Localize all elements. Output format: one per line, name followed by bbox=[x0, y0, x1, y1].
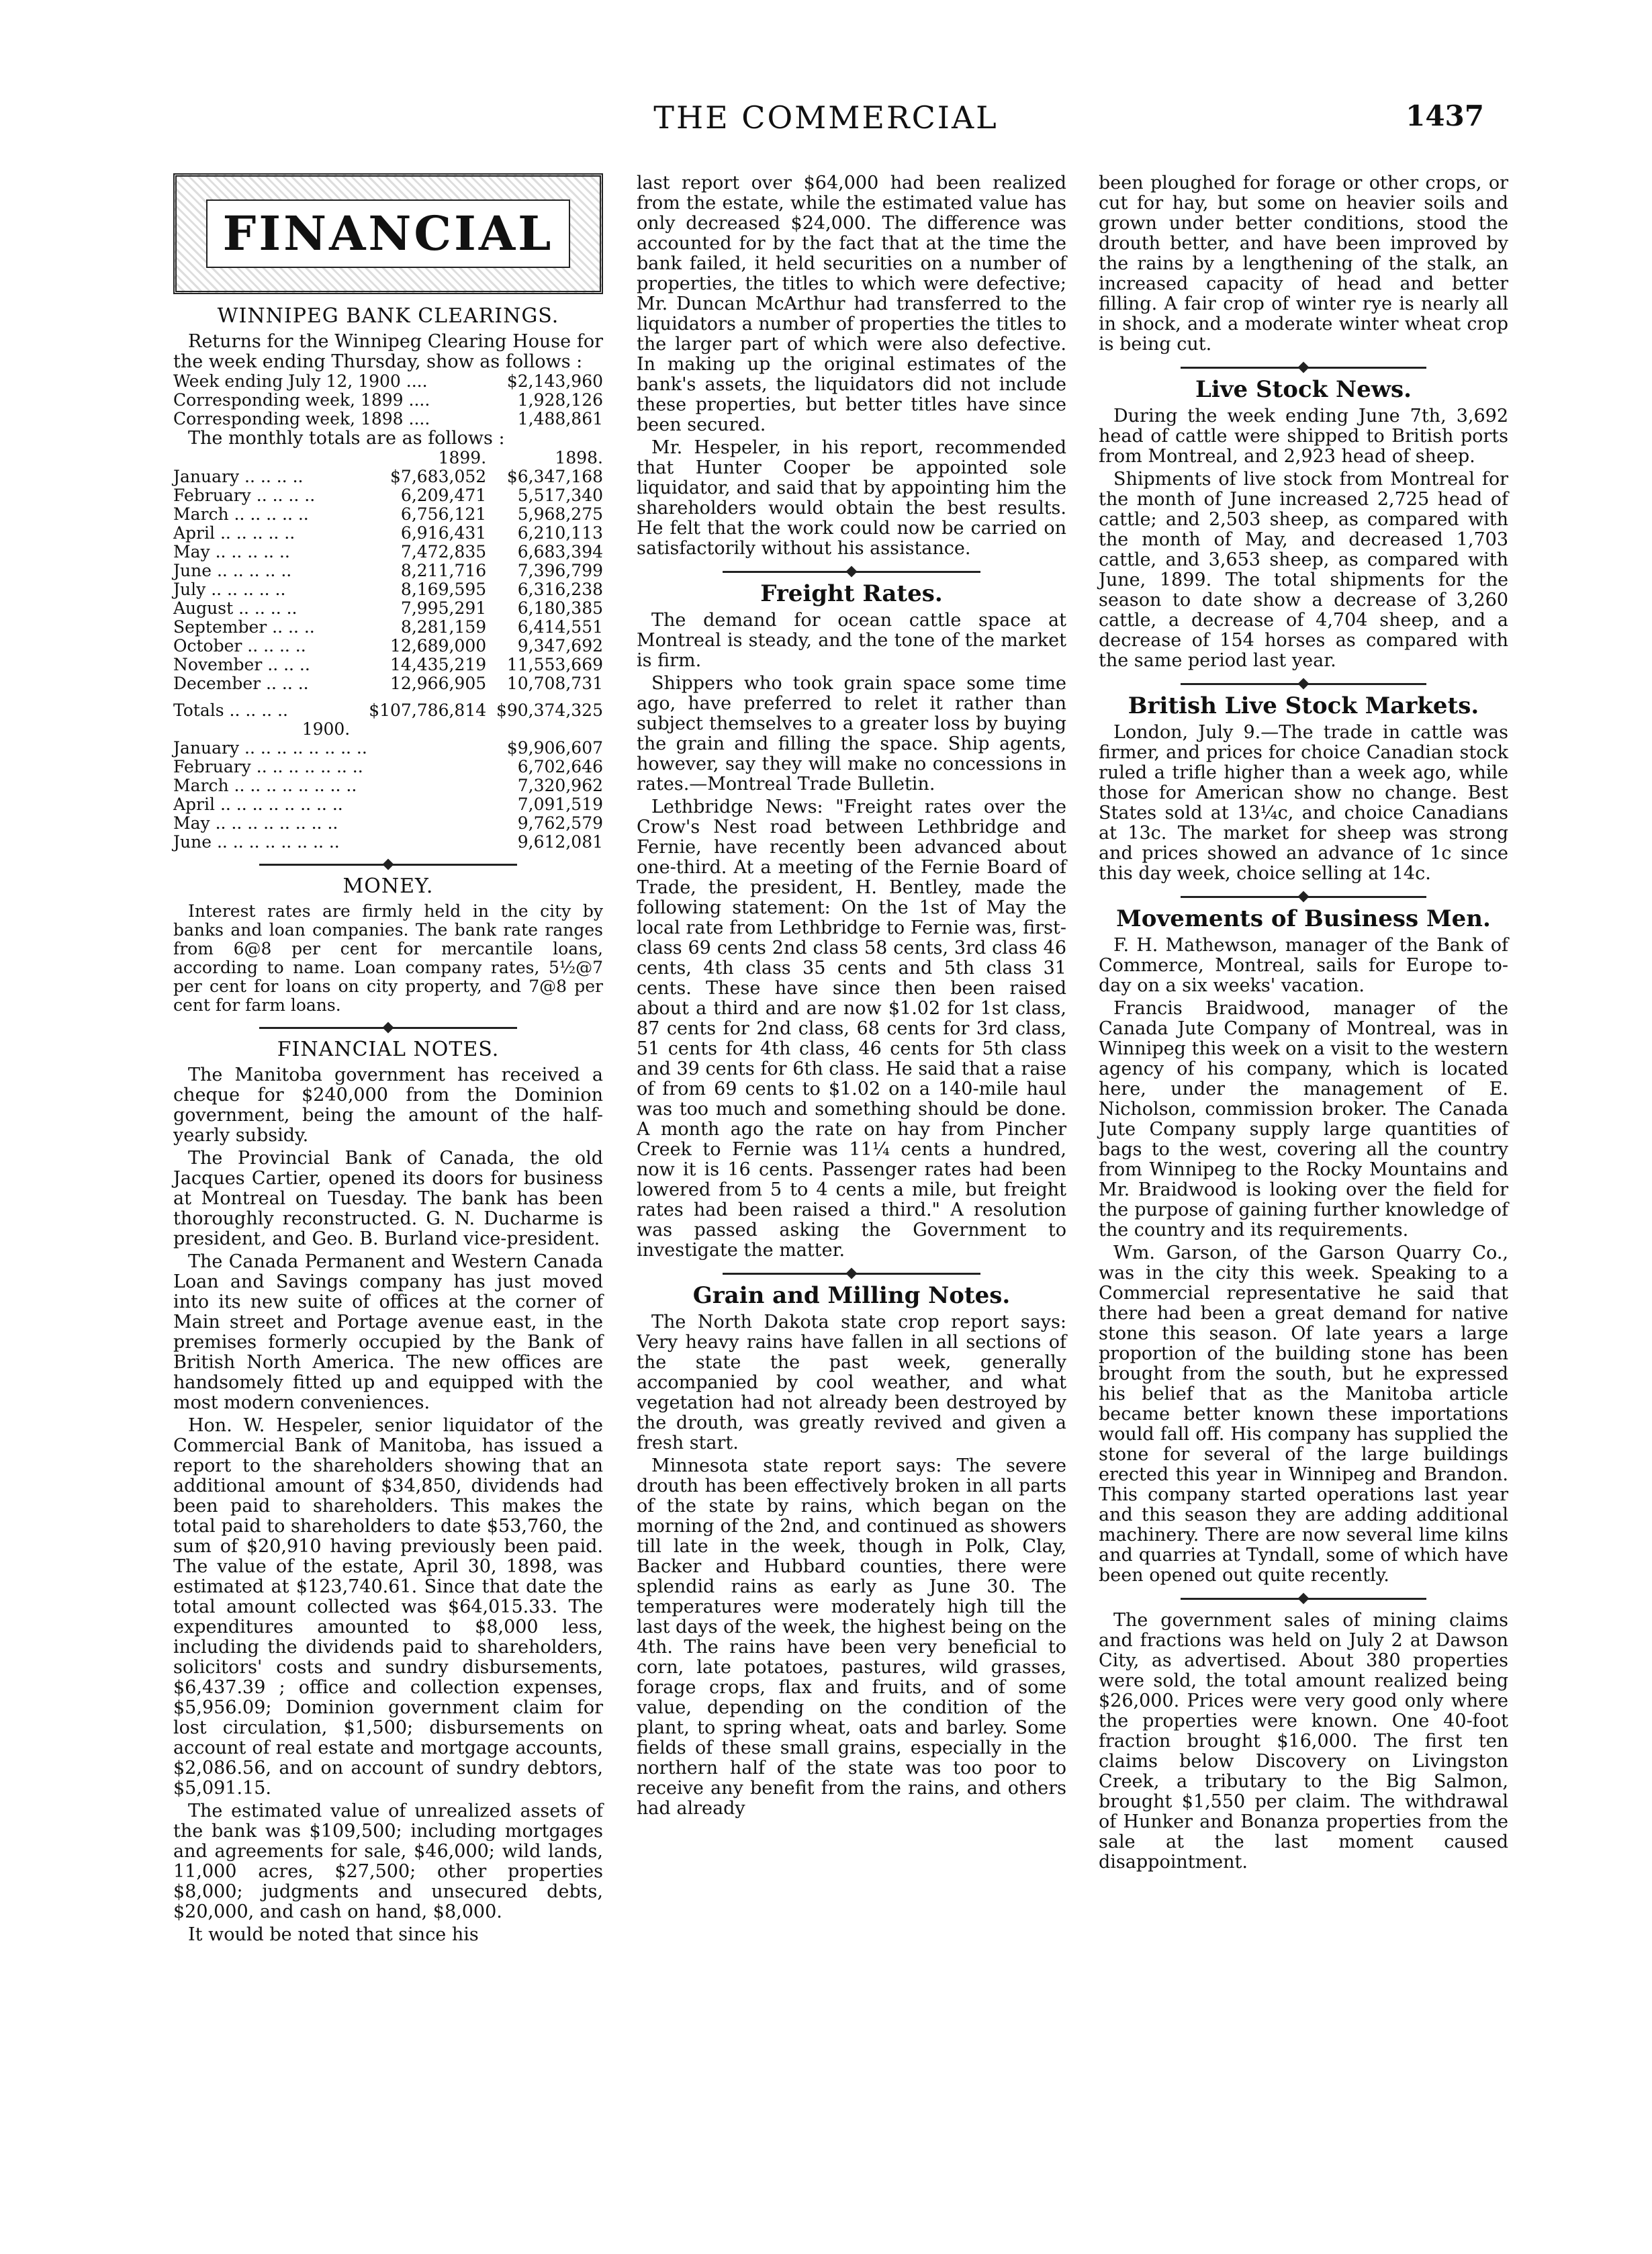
paragraph: London, July 9.—The trade in cattle was firmer, and prices for choice Canadian stock ruled a trifle higher than a week ago, while those for American show no change. Best States sold at 13¼c, and choice Canadians at 13c. The market for sheep was strong and prices showed an advance of 1c since this day week, choice selling at 14c. bbox=[1099, 722, 1508, 884]
column-3 bbox=[1099, 173, 1508, 1873]
movements-heading: Movements of Business Men. bbox=[1116, 905, 1491, 932]
month-name: March .. .. .. .. .. .. .. .. bbox=[173, 776, 357, 795]
value-1899: 8,211,716 bbox=[400, 561, 487, 580]
section-divider bbox=[1181, 1598, 1426, 1600]
section-divider bbox=[259, 864, 517, 866]
publication-title: THE COMMERCIAL bbox=[653, 99, 999, 136]
paragraph: Minnesota state report says: The severe drouth has been effectively broken in all parts of the state by rains, which began on the morning of the 2nd, and continued as showers till late in the week, though in Polk, Clay, Backer and Hubbard counties, there were splendid rains as early as June 30. The temperatures were moderately high till the last days of the week, the highest being on the 4th. The rains have been very beneficial to corn, late potatoes, pastures, wild grasses, forage crops, flax and fruits, and of some value, depending on the condition of the plant, to spring wheat, oats and barley. Some fields of these small grains, especially in the northern half of the state was too poor to receive any benefit from the rains, and others had already bbox=[637, 1455, 1066, 1819]
paragraph: It would be noted that since his bbox=[188, 1924, 479, 1945]
financial-notes-heading: FINANCIAL NOTES. bbox=[277, 1038, 500, 1061]
value-1898: 6,180,385 bbox=[517, 598, 603, 618]
money-text: Interest rates are firmly held in the city by banks and loan companies. The bank rate ranges from 6@8 per cent for mercantile loans, according to name. Loan company rates, 5½@7 per cent for loans on city property, and 7@8 per cent for farm loans. bbox=[173, 901, 603, 1015]
page-number: 1437 bbox=[1406, 99, 1484, 132]
table-row bbox=[173, 561, 603, 580]
value-1900: 7,320,962 bbox=[517, 776, 603, 795]
money-heading: MONEY. bbox=[342, 874, 434, 898]
col-1900: 1900. bbox=[302, 719, 351, 739]
clearings-intro: Returns for the Winnipeg Clearing House for the week ending Thursday, show as follows : bbox=[173, 331, 603, 372]
paragraph: Hon. W. Hespeler, senior liquidator of the Commercial Bank of Manitoba, has issued a report to the shareholders showing that an additional amount of $34,850, dividends had been paid to shareholders. This makes the total paid to shareholders to date $53,760, the sum of $20,910 having previously been paid. The value of the estate, April 30, 1898, was estimated at $123,740.61. Since that date the total amount collected was $64,015.33. The expenditures amounted to $8,000 less, including the dividends paid to shareholders, solicitors' costs and sundry disbursements, $6,437.39 ; office and collection expenses, $5,956.09; Dominion government claim for lost circulation, $1,500; disbursements on account of real estate and mortgage accounts, $2,086.56, and on account of sundry debtors, $5,091.15. bbox=[173, 1415, 603, 1799]
table-row bbox=[173, 656, 603, 674]
week-label: Corresponding week, 1898 .... bbox=[173, 409, 430, 429]
month-name: March .. .. .. .. .. bbox=[173, 504, 309, 524]
table-row bbox=[173, 410, 603, 429]
month-name: January .. .. .. .. .. .. .. .. bbox=[173, 738, 367, 758]
paragraph: been ploughed for forage or other crops, or cut for hay, but some on heavier soils and grown under better conditions, stood the drouth better, and have been improved by the rains by a lengthening of the stalk, an increased capacity of head and better filling. A fair crop of winter rye is nearly all in shock, and a moderate winter wheat crop is being cut. bbox=[1099, 173, 1508, 355]
paragraph: The demand for ocean cattle space at Montreal is steady, and the tone of the market is firm. bbox=[637, 610, 1066, 671]
value-1900: 9,762,579 bbox=[517, 813, 603, 833]
table-row bbox=[173, 758, 603, 776]
month-name: May .. .. .. .. .. bbox=[173, 542, 290, 561]
value-1898: 11,553,669 bbox=[506, 655, 603, 674]
months-body bbox=[173, 467, 603, 693]
weekly-clearings-table bbox=[173, 372, 603, 429]
column-1 bbox=[173, 173, 603, 1945]
grain-heading: Grain and Milling Notes. bbox=[692, 1282, 1011, 1309]
table-row bbox=[173, 505, 603, 524]
week-label: Week ending July 12, 1900 .... bbox=[173, 371, 428, 391]
banner-title: FINANCIAL bbox=[222, 206, 554, 261]
month-name: February .. .. .. .. bbox=[173, 486, 316, 505]
value-1899: 14,435,219 bbox=[390, 655, 487, 674]
column-2 bbox=[637, 173, 1066, 1819]
monthly-intro: The monthly totals are as follows : bbox=[188, 428, 505, 449]
value-1899: 7,995,291 bbox=[400, 598, 487, 618]
livestock-heading: Live Stock News. bbox=[1195, 376, 1412, 403]
value-1899: 12,966,905 bbox=[390, 674, 487, 693]
table-row bbox=[173, 637, 603, 656]
month-name: April .. .. .. .. .. bbox=[173, 523, 295, 543]
month-name: October .. .. .. .. bbox=[173, 636, 306, 656]
value-1898: 10,708,731 bbox=[506, 674, 603, 693]
value-1900: 9,612,081 bbox=[517, 832, 603, 852]
totals-label: Totals .. .. .. .. bbox=[173, 701, 288, 720]
month-name: November .. .. .. bbox=[173, 655, 310, 674]
paragraph: Francis Braidwood, manager of the Canada Jute Company of Montreal, was in Winnipeg this week on a visit to the western agency of his company, which is located here, under the management of E. Nicholson, commission broker. The Canada Jute Company supply large quantities of bags to the west, covering all the country from Winnipeg to the Rocky Mountains and Mr. Braidwood is looking over the field for the purpose of gaining further knowledge of the country and its requirements. bbox=[1099, 998, 1508, 1241]
value-1900: $9,906,607 bbox=[506, 738, 603, 758]
month-name: August .. .. .. .. bbox=[173, 598, 297, 618]
value-1898: 5,968,275 bbox=[517, 504, 603, 524]
paragraph: Wm. Garson, of the Garson Quarry Co., was in the city this week. Speaking to a Commercial representative he said that there had been a great demand for native stone this season. Of late years a large proportion of the building stone has been brought from the south, but he expressed his belief that as the Manitoba article became better known these importations would fall off. His company has supplied the stone for several of the large buildings erected this year in Winnipeg and Brandon. This company started operations last year and this season they are adding additional machinery. There are now several lime kilns and quarries at Tyndall, some of which have been opened out quite recently. bbox=[1099, 1243, 1508, 1586]
paragraph: Mr. Hespeler, in his report, recommended that Hunter Cooper be appointed sole liquidator, and said that by appointing him the shareholders would obtain the best results. He felt that the work could now be carried on satisfactorily without his assistance. bbox=[637, 437, 1066, 559]
value-1898: 9,347,692 bbox=[517, 636, 603, 656]
month-name: December .. .. .. bbox=[173, 674, 309, 693]
value-1900: 7,091,519 bbox=[517, 795, 603, 814]
paragraph: The Provincial Bank of Canada, the old Jacques Cartier, opened its doors for business at Montreal on Tuesday. The bank has been thoroughly reconstructed. G. N. Ducharme is president, and Geo. B. Burland vice-president. bbox=[173, 1148, 603, 1249]
value-1899: $7,683,052 bbox=[390, 467, 487, 486]
paragraph: The estimated value of unrealized assets of the bank was $109,500; including mortgages and agreements for sale, $46,000; wild lands, 11,000 acres, $27,500; other properties $8,000; judgments and unsecured debts, $20,000, and cash on hand, $8,000. bbox=[173, 1801, 603, 1922]
monthly-clearings-table bbox=[173, 449, 603, 852]
clearings-heading: WINNIPEG BANK CLEARINGS. bbox=[217, 304, 559, 328]
value-1899: 6,756,121 bbox=[400, 504, 487, 524]
table-row bbox=[173, 580, 603, 599]
paragraph: The North Dakota state crop report says: Very heavy rains have fallen in all sections of the state the past week, generally accompanied by cool weather, and what vegetation had not already been destroyed by the drouth, was greatly revived and given a fresh start. bbox=[637, 1312, 1066, 1453]
col-1899: 1899. bbox=[438, 448, 487, 467]
month-name: July .. .. .. .. .. bbox=[173, 580, 286, 599]
paragraph: Shipments of live stock from Montreal for the month of June increased 2,725 head of cattle; and 2,503 sheep, as compared with the month of May, and decreased 1,703 cattle, and 3,653 sheep, as compared with June, 1899. The total shipments for the season to date show a decrease of 3,260 cattle, a decrease of 4,704 sheep, and a decrease of 154 horses as compared with the same period last year. bbox=[1099, 469, 1508, 671]
value-1900: 6,702,646 bbox=[517, 757, 603, 776]
table-row bbox=[173, 618, 603, 637]
section-divider bbox=[1181, 896, 1426, 898]
month-name: June .. .. .. .. .. bbox=[173, 561, 292, 580]
week-value: $2,143,960 bbox=[506, 371, 603, 391]
paragraph: F. H. Mathewson, manager of the Bank of Commerce, Montreal, sails for Europe to-day on a six weeks' vacation. bbox=[1099, 935, 1508, 996]
value-1899: 12,689,000 bbox=[390, 636, 487, 656]
totals-row bbox=[173, 693, 603, 720]
british-heading: British Live Stock Markets. bbox=[1128, 692, 1479, 719]
value-1898: 6,414,551 bbox=[517, 617, 603, 637]
paragraph: Lethbridge News: "Freight rates over the Crow's Nest road between Lethbridge and Fernie, have recently been advanced about one-third. At a meeting of the Fernie Board of Trade, the president, H. Bentley, made the following statement: On the 1st of May the local rate from Lethbridge to Fernie was, first-class 69 cents 2nd class 58 cents, 3rd class 46 cents, 4th class 35 cents and 5th class 31 cents. These have since then been raised about a third and are now $1.02 for 1st class, 87 cents for 2nd class, 68 cents for 3rd class, 51 cents for 4th class, 46 cents for 5th class and 39 cents for 6th class. He said that a raise of from 69 cents to $1.02 on a 140-mile haul was too much and something should be done. A month ago the rate on hay from Pincher Creek to Fernie was 11¼ cents a hundred, now it is 16 cents. Passenger rates had been lowered from 5 to 4 cents a mile, but freight rates had been raised a third." A resolution was passed asking the Government to investigate the matter. bbox=[637, 797, 1066, 1261]
table-row bbox=[173, 524, 603, 543]
table-row bbox=[173, 543, 603, 561]
banner-inner bbox=[206, 199, 570, 268]
paragraph: During the week ending June 7th, 3,692 head of cattle were shipped to British ports from Montreal, and 2,923 head of sheep. bbox=[1099, 406, 1508, 467]
value-1898: 6,316,238 bbox=[517, 580, 603, 599]
paragraph: The Manitoba government has received a cheque for $240,000 from the Dominion government, being the amount of the half-yearly subsidy. bbox=[173, 1065, 603, 1146]
value-1899: 6,916,431 bbox=[400, 523, 487, 543]
section-divider bbox=[1181, 367, 1426, 369]
value-1898: $6,347,168 bbox=[506, 467, 603, 486]
week-value: 1,928,126 bbox=[517, 390, 603, 410]
month-name: May .. .. .. .. .. .. .. .. bbox=[173, 813, 338, 833]
months-1900-body bbox=[173, 739, 603, 852]
table-row bbox=[173, 739, 603, 758]
month-name: June .. .. .. .. .. .. .. .. bbox=[173, 832, 340, 852]
section-divider bbox=[723, 1273, 980, 1275]
month-name: February .. .. .. .. .. .. .. bbox=[173, 757, 363, 776]
week-value: 1,488,861 bbox=[517, 409, 603, 429]
freight-heading: Freight Rates. bbox=[760, 580, 943, 607]
col-1898: 1898. bbox=[555, 448, 603, 467]
value-1898: 7,396,799 bbox=[517, 561, 603, 580]
value-1899: 6,209,471 bbox=[400, 486, 487, 505]
table-row bbox=[173, 776, 603, 795]
table-row bbox=[173, 372, 603, 391]
totals-1898: $90,374,325 bbox=[496, 701, 603, 720]
financial-banner bbox=[173, 173, 603, 294]
month-name: April .. .. .. .. .. .. .. .. bbox=[173, 795, 343, 814]
month-name: September .. .. .. bbox=[173, 617, 315, 637]
value-1898: 6,210,113 bbox=[517, 523, 603, 543]
table-row bbox=[173, 486, 603, 505]
totals-1899: $107,786,814 bbox=[369, 701, 487, 720]
section-divider bbox=[259, 1027, 517, 1029]
paragraph: The government sales of mining claims and fractions was held on July 2 at Dawson City, as advertised. About 380 properties were sold, the total amount realized being $26,000. Prices were very good only where the properties were known. One 40-foot fraction brought $16,000. The first ten claims below Discovery on Livingston Creek, a tributary to the Big Salmon, brought $1,550 per claim. The withdrawal of Hunker and Bonanza properties from the sale at the last moment caused disappointment. bbox=[1099, 1610, 1508, 1873]
section-divider bbox=[723, 571, 980, 573]
value-1898: 5,517,340 bbox=[517, 486, 603, 505]
value-1899: 8,169,595 bbox=[400, 580, 487, 599]
table-row bbox=[173, 674, 603, 693]
table-row bbox=[173, 795, 603, 814]
paragraph: last report over $64,000 had been realized from the estate, while the estimated value has only decreased $24,000. The difference was accounted for by the fact that at the time the bank failed, it held securities on a number of properties, the titles to which were defective; Mr. Duncan McArthur had transferred to the liquidators a number of properties the titles to the larger part of which were also defective. In making up the original estimates of the bank's assets, the liquidators did not include these properties, but better titles have since been secured. bbox=[637, 173, 1066, 435]
value-1898: 6,683,394 bbox=[517, 542, 603, 561]
paragraph: Shippers who took grain space some time ago, have preferred to relet it rather than subject themselves to a greater loss by buying the grain and filling the space. Ship agents, however, say they will make no concessions in rates.—Montreal Trade Bulletin. bbox=[637, 673, 1066, 795]
value-1899: 8,281,159 bbox=[400, 617, 487, 637]
table-row bbox=[173, 467, 603, 486]
table-header bbox=[173, 720, 603, 739]
value-1899: 7,472,835 bbox=[400, 542, 487, 561]
table-row bbox=[173, 814, 603, 833]
week-label: Corresponding week, 1899 .... bbox=[173, 390, 430, 410]
month-name: January .. .. .. .. bbox=[173, 467, 304, 486]
table-row bbox=[173, 599, 603, 618]
table-header bbox=[173, 449, 603, 467]
section-divider bbox=[1181, 683, 1426, 685]
table-row bbox=[173, 833, 603, 852]
running-header bbox=[0, 99, 1652, 153]
table-row bbox=[173, 391, 603, 410]
paragraph: The Canada Permanent and Western Canada Loan and Savings company has just moved into its new suite of offices at the corner of Main street and Portage avenue east, in the premises formerly occupied by the Bank of British North America. The new offices are handsomely fitted up and equipped with the most modern conveniences. bbox=[173, 1251, 603, 1413]
